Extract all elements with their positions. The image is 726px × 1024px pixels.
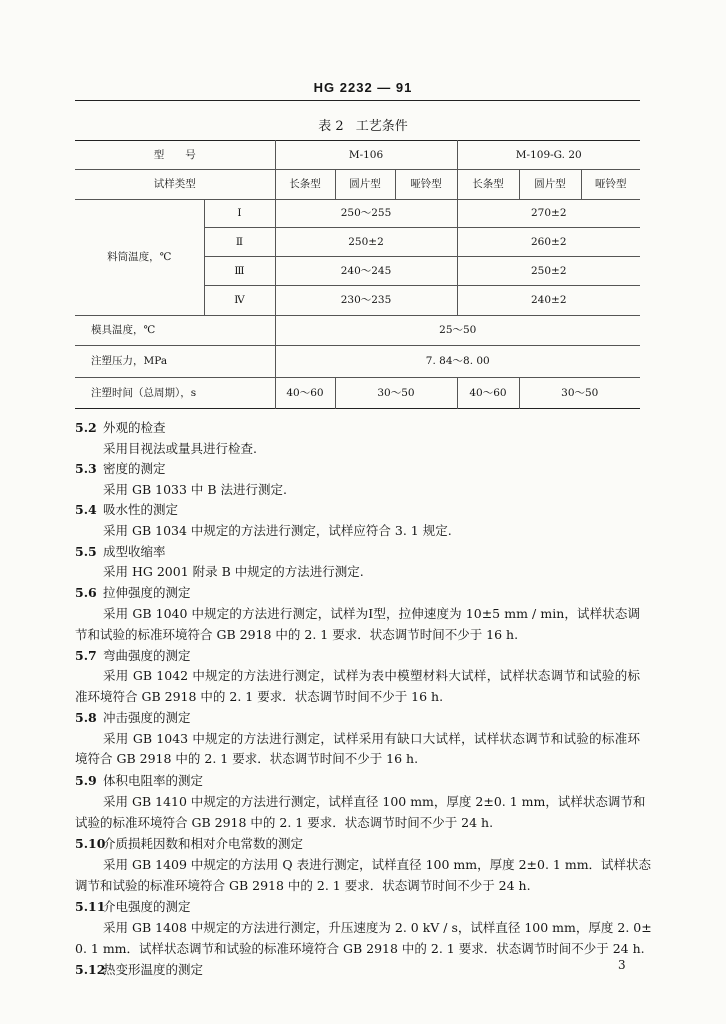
zone-label: Ⅳ [204, 286, 275, 316]
section-number: 5.11 [75, 899, 106, 914]
specimen-type: 圆片型 [519, 170, 581, 200]
table-title: 工艺条件 [355, 119, 408, 134]
paragraph-line: 采用 GB 1042 中规定的方法进行测定，试样为表中模塑材料大试样，试样状态调节和试验的标 [103, 668, 640, 683]
model-m109: M-109-G. 20 [457, 141, 640, 170]
section-title: 吸水性的测定 [103, 502, 179, 517]
paragraph-line: 采用 GB 1043 中规定的方法进行测定，试样采用有缺口大试样，试样状态调节和试验的标准环 [103, 731, 640, 746]
table-row [75, 200, 640, 228]
barrel-temp-label: 料筒温度，℃ [75, 200, 204, 316]
model-label: 型 号 [75, 141, 275, 170]
paragraph-line: 节和试验的标准环境符合 GB 2918 中的 2. 1 要求．状态调节时间不少于 16 h. [75, 627, 519, 642]
inj-time-value: 30～50 [335, 378, 457, 409]
paragraph-line: 准环境符合 GB 2918 中的 2. 1 要求．状态调节时间不少于 16 h. [75, 689, 444, 704]
section-heading [75, 897, 640, 917]
section-title: 介电强度的测定 [103, 899, 191, 914]
section-heading [75, 583, 640, 603]
paragraph-line: 0. 1 mm．试样状态调节和试验的标准环境符合 GB 2918 中的 2. 1 要求．状态调节时间不少于 24 h. [75, 941, 645, 956]
mold-temp-value: 25～50 [275, 316, 640, 346]
section-title: 热变形温度的测定 [103, 962, 204, 977]
paragraph-line: 采用 GB 1033 中 B 法进行测定. [103, 482, 288, 497]
section-heading [75, 771, 640, 791]
section-number: 5.7 [75, 648, 97, 663]
section-heading [75, 542, 640, 562]
section-heading [75, 708, 640, 728]
table-row [75, 170, 640, 200]
table-row [75, 378, 640, 409]
section-title: 弯曲强度的测定 [103, 648, 191, 663]
paragraph-line: 采用 GB 1040 中规定的方法进行测定，试样为Ⅰ型，拉伸速度为 10±5 mm / min，试样状态调 [103, 606, 640, 621]
paragraph-line: 试验的标准环境符合 GB 2918 中的 2. 1 要求．状态调节时间不少于 24 h. [75, 815, 494, 830]
section-heading [75, 459, 640, 479]
section-number: 5.2 [75, 420, 97, 435]
section-title: 密度的测定 [103, 461, 166, 476]
table-row [75, 141, 640, 170]
table-caption [0, 115, 726, 134]
table-number: 表 2 [318, 119, 344, 134]
section-heading [75, 834, 640, 854]
zone-value-m106: 240～245 [275, 257, 457, 286]
zone-value-m106: 230～235 [275, 286, 457, 316]
inj-time-value: 40～60 [275, 378, 335, 409]
paragraph-line: 采用 HG 2001 附录 B 中规定的方法进行测定. [103, 564, 364, 579]
zone-label: Ⅲ [204, 257, 275, 286]
inj-time-value: 30～50 [519, 378, 640, 409]
zone-value-m109: 240±2 [457, 286, 640, 316]
zone-label: Ⅰ [204, 200, 275, 228]
section-number: 5.12 [75, 962, 106, 977]
specimen-type: 哑铃型 [581, 170, 640, 200]
inj-pressure-value: 7. 84～8. 00 [275, 346, 640, 378]
paragraph-line: 采用 GB 1034 中规定的方法进行测定，试样应符合 3. 1 规定. [103, 523, 452, 538]
section-number: 5.3 [75, 461, 97, 476]
section-number: 5.10 [75, 836, 106, 851]
section-title: 体积电阻率的测定 [103, 773, 204, 788]
paragraph-line: 境符合 GB 2918 中的 2. 1 要求．状态调节时间不少于 16 h. [75, 751, 419, 766]
standard-header: HG 2232 — 91 [313, 80, 413, 95]
specimen-type: 长条型 [457, 170, 519, 200]
page-number: 3 [618, 958, 626, 972]
zone-label: Ⅱ [204, 228, 275, 257]
paragraph-line: 调节和试验的标准环境符合 GB 2918 中的 2. 1 要求．状态调节时间不少于 24 h. [75, 878, 531, 893]
header-rule [75, 100, 640, 101]
specimen-type: 长条型 [275, 170, 335, 200]
section-heading [75, 418, 640, 438]
zone-value-m109: 250±2 [457, 257, 640, 286]
section-heading [75, 500, 640, 520]
paragraph-line: 采用 GB 1410 中规定的方法进行测定，试样直径 100 mm，厚度 2±0. 1 mm，试样状态调节和 [103, 794, 646, 809]
section-number: 5.9 [75, 773, 97, 788]
mold-temp-label: 模具温度，℃ [75, 316, 275, 346]
zone-value-m109: 270±2 [457, 200, 640, 228]
section-number: 5.8 [75, 710, 97, 725]
section-title: 外观的检查 [103, 420, 166, 435]
specimen-type: 圆片型 [335, 170, 395, 200]
paragraph-line: 采用 GB 1409 中规定的方法用 Q 表进行测定，试样直径 100 mm，厚度 2±0. 1 mm．试样状态 [103, 857, 652, 872]
section-number: 5.4 [75, 502, 97, 517]
section-title: 冲击强度的测定 [103, 710, 191, 725]
paragraph-line: 采用 GB 1408 中规定的方法进行测定，升压速度为 2. 0 kV / s，试样直径 100 mm，厚度 2. 0± [103, 920, 652, 935]
section-number: 5.6 [75, 585, 97, 600]
section-heading [75, 960, 640, 980]
specimen-type: 哑铃型 [395, 170, 457, 200]
inj-time-value: 40～60 [457, 378, 519, 409]
section-heading [75, 646, 640, 666]
paragraph-line: 采用目视法或量具进行检查. [103, 441, 257, 456]
table-row [75, 346, 640, 378]
zone-value-m106: 250±2 [275, 228, 457, 257]
inj-time-label: 注塑时间（总周期），s [75, 378, 275, 409]
specimen-type-label: 试样类型 [75, 170, 275, 200]
table-row [75, 316, 640, 346]
zone-value-m109: 260±2 [457, 228, 640, 257]
section-title: 介质损耗因数和相对介电常数的测定 [103, 836, 304, 851]
section-number: 5.5 [75, 544, 97, 559]
inj-pressure-label: 注塑压力，MPa [75, 346, 275, 378]
zone-value-m106: 250～255 [275, 200, 457, 228]
process-conditions-table [75, 140, 640, 409]
section-title: 拉伸强度的测定 [103, 585, 191, 600]
section-title: 成型收缩率 [103, 544, 166, 559]
model-m106: M-106 [275, 141, 457, 170]
